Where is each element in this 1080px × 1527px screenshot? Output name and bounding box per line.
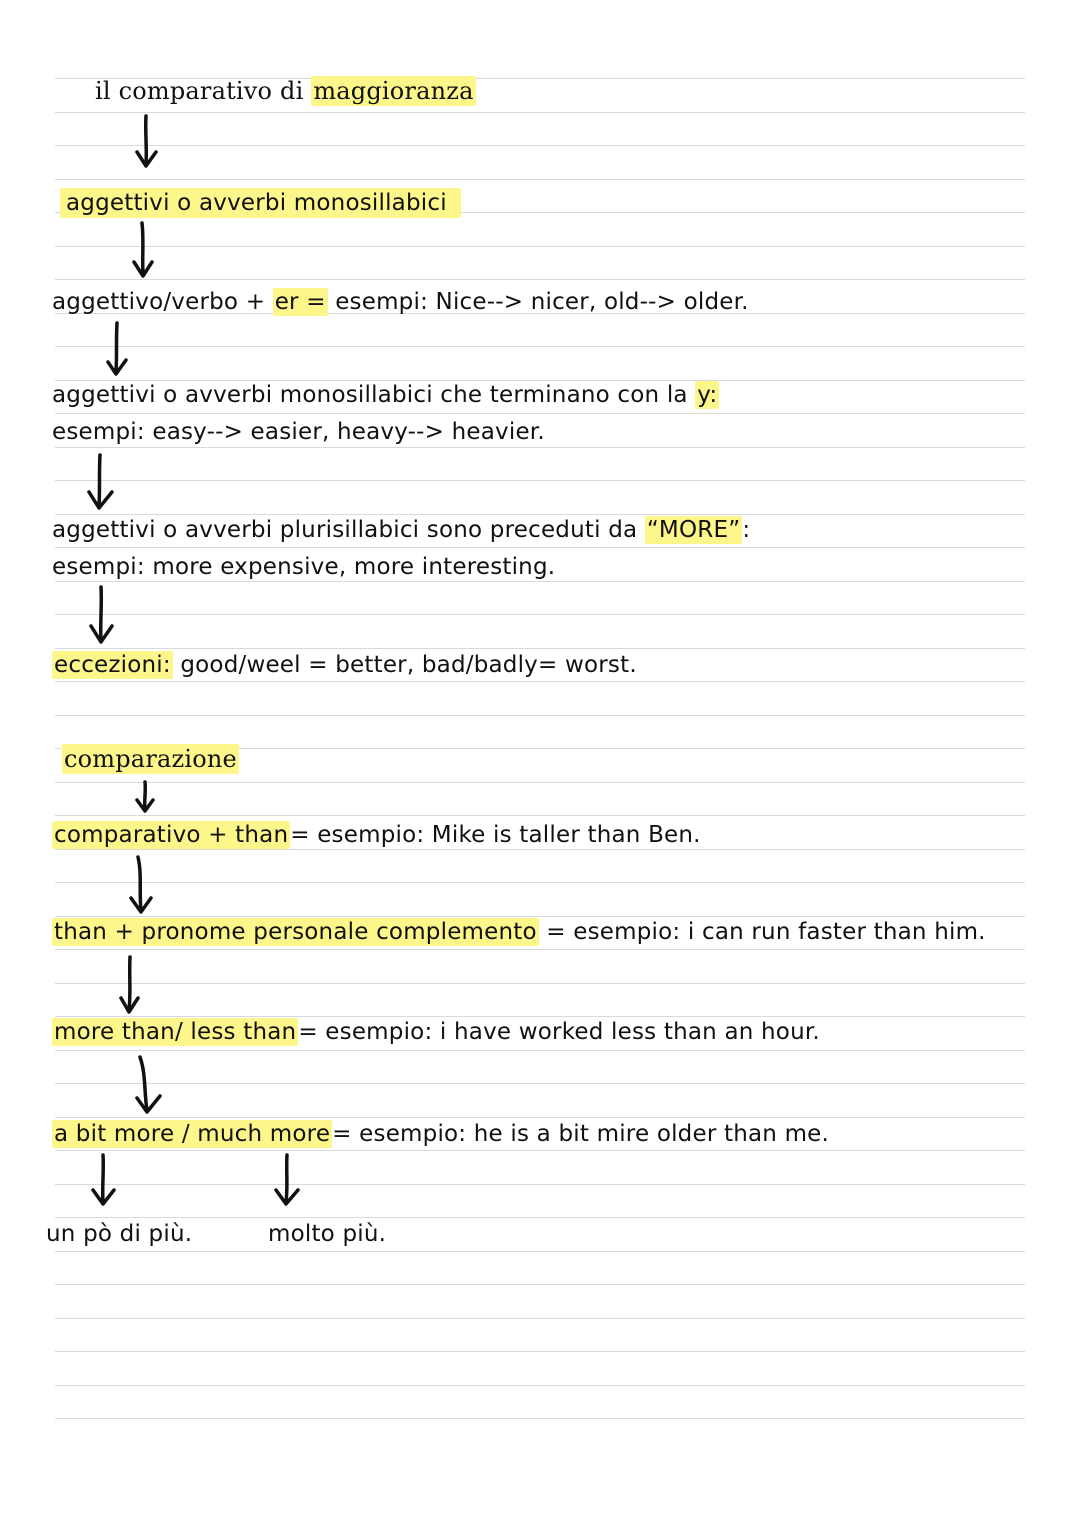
ruled-line <box>55 1251 1025 1252</box>
ruled-line <box>55 480 1025 481</box>
arrow-down-icon <box>126 854 158 916</box>
section2-step4: a bit more / much more= esempio: he is a bit mire older than me. <box>54 1121 830 1147</box>
arrow-down-icon <box>132 112 162 172</box>
arrow-down-icon <box>272 1152 306 1208</box>
translation-left: un pò di più. <box>46 1221 193 1247</box>
ruled-line <box>55 145 1025 146</box>
ruled-line <box>55 882 1025 883</box>
section2-title: comparazione <box>64 745 237 773</box>
arrow-down-icon <box>104 320 134 380</box>
ruled-line <box>55 246 1025 247</box>
ruled-line <box>55 547 1025 548</box>
ruled-line <box>55 179 1025 180</box>
ruled-line <box>55 1418 1025 1419</box>
ruled-line <box>55 648 1025 649</box>
translation-right: molto più. <box>268 1221 387 1247</box>
arrow-down-icon <box>88 584 122 646</box>
ruled-line <box>55 112 1025 113</box>
ruled-line <box>55 1318 1025 1319</box>
ruled-line <box>55 782 1025 783</box>
section1-step1: aggettivi o avverbi monosillabici <box>60 188 461 218</box>
ruled-line <box>55 1351 1025 1352</box>
section1-step3: aggettivi o avverbi monosillabici che terminano con la y: <box>52 382 718 408</box>
arrow-down-icon <box>116 954 146 1016</box>
title-highlight: maggioranza <box>313 77 474 105</box>
arrow-down-icon <box>90 1152 124 1208</box>
ruled-line <box>55 1050 1025 1051</box>
arrow-down-icon <box>132 780 162 816</box>
section1-step3-examples: esempi: easy--> easier, heavy--> heavier. <box>52 419 545 445</box>
ruled-line <box>55 1184 1025 1185</box>
ruled-line <box>55 1083 1025 1084</box>
section1-step4-examples: esempi: more expensive, more interesting. <box>52 554 556 580</box>
section1-step4: aggettivi o avverbi plurisillabici sono preceduti da “MORE”: <box>52 517 751 543</box>
ruled-line <box>55 1117 1025 1118</box>
ruled-line <box>55 1385 1025 1386</box>
section2-step2: than + pronome personale complemento = esempio: i can run faster than him. <box>54 919 986 945</box>
arrow-down-icon <box>132 1054 168 1116</box>
arrow-down-icon <box>130 220 160 280</box>
ruled-line <box>55 815 1025 816</box>
ruled-line <box>55 715 1025 716</box>
ruled-line <box>55 447 1025 448</box>
ruled-line <box>55 681 1025 682</box>
section1-title: il comparativo di maggioranza <box>95 77 474 105</box>
ruled-line <box>55 983 1025 984</box>
ruled-line <box>55 1150 1025 1151</box>
arrow-down-icon <box>86 452 120 512</box>
section1-step2: aggettivo/verbo + er = esempi: Nice--> nicer, old--> older. <box>52 289 749 315</box>
section2-step1: comparativo + than= esempio: Mike is taller than Ben. <box>54 822 701 848</box>
ruled-line <box>55 279 1025 280</box>
ruled-line <box>55 413 1025 414</box>
ruled-line <box>55 614 1025 615</box>
ruled-line <box>55 949 1025 950</box>
section1-step5: eccezioni: good/weel = better, bad/badly= worst. <box>54 652 637 678</box>
ruled-line <box>55 1217 1025 1218</box>
section2-step3: more than/ less than= esempio: i have worked less than an hour. <box>54 1019 820 1045</box>
ruled-line <box>55 1284 1025 1285</box>
ruled-line <box>55 346 1025 347</box>
